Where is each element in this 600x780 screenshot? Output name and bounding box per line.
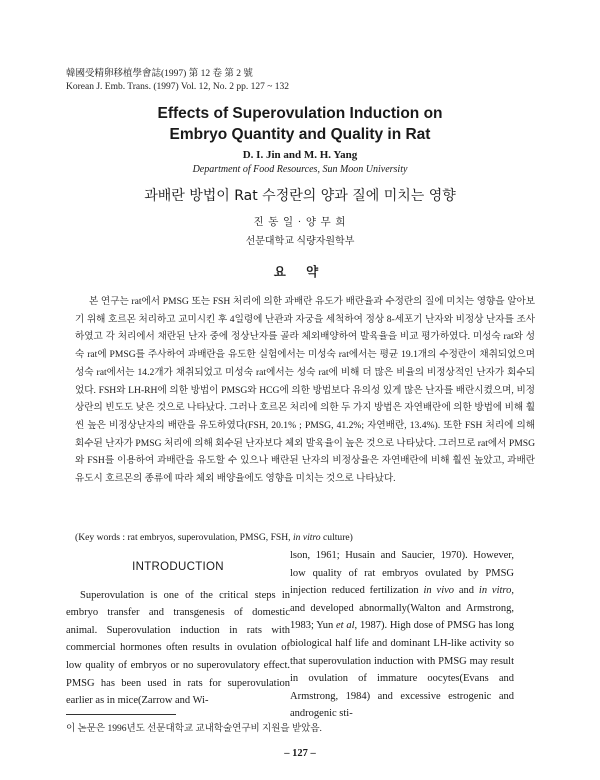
keywords — [75, 529, 535, 546]
intro-right-part2: and — [454, 585, 479, 597]
keywords-suffix: culture) — [320, 532, 353, 543]
intro-right-part3: , and developed abnormally(Walton and Armstrong, 1983; Yun — [290, 585, 514, 632]
korean-title: 과배란 방법이 Rat 수정란의 양과 질에 미치는 영향 — [144, 188, 456, 204]
korean-affiliation: 선문대학교 식량자원학부 — [245, 236, 355, 247]
intro-right-part4: , 1987). High dose of PMSG has long biological half life and dominant LH-like activity so that superovulation induction with PMSG may result in ovulation of immature oocytes(Evans and Armstrong, 1984) and excessive estrogenic and androgenic sti- — [290, 620, 514, 720]
page-number: – 127 – — [284, 748, 316, 759]
abstract-heading: 요 약 — [273, 264, 327, 279]
intro-right-italic3: et al — [336, 620, 355, 632]
right-column — [290, 547, 514, 723]
english-affiliation: Department of Food Resources, Sun Moon University — [192, 164, 408, 175]
introduction-left-text: Superovulation is one of the critical steps in embryo transfer and transgenesis of domestic animal. Superovulation induction in rats with commercial hormones often results in ovulation of low quality of embryos or no superovulatory effect. PMSG has been used in rats for superovulation earlier as in mice(Zarrow and Wi- — [66, 589, 290, 707]
footnote: 이 논문은 1996년도 선문대학교 교내학술연구비 지원을 받았음. — [66, 724, 322, 734]
abstract-body: 본 연구는 rat에서 PMSG 또는 FSH 처리에 의한 과배란 유도가 배란율과 수정란의 질에 미치는 영향을 알아보기 위해 호르몬 처리하고 교미시킨 후 4일령에 난관과 자궁을 세척하여 정상 8-세포기 난자와 비정상 난자를 조사하였고 각 처리에서 채란된 난자 중에 정상난자를 골라 체외배양하여 발육율을 비교 평가하였다. 미성숙 rat와 성숙 rat에 PMSG를 주사하여 과배란을 유도한 실험에서는 미성숙 rat에서는 평균 19.1개의 수정란이 채취되었으며 성숙 rat에서는 14.2개가 채취되었고 미성숙 rat에서는 성숙 rat에 비해 더 많은 비율의 비정상적인 난자가 회수되었다. FSH와 LH-RH에 의한 방법이 PMSG와 HCG에 의한 방법보다 유의성 있게 많은 난자를 배란시켰으며, 비정상란의 빈도도 낮은 것으로 나타났다. 그러나 호르몬 처리에 의한 두 가지 방법은 자연배란에 의한 방법에 비해 훨씬 높은 비정상난자의 배란을 유도하였다(FSH, 20.1% ; PMSG, 41.2%; 자연배란, 13.4%). 또한 FSH 처리에 의해 회수된 난자가 PMSG 처리에 의해 회수된 난자보다 체외 발육율이 높은 것으로 나타났다. 그러므로 rat에서 PMSG와 FSH를 이용하여 과배란을 유도할 수 있으나 배란된 난자의 비정상율은 자연배란에 비해 훨씬 높았고, 과배란 유도시 호르몬의 종류에 따라 체외 배양율에도 영향을 미치는 것으로 나타났다. — [75, 296, 535, 485]
left-column — [66, 547, 290, 710]
journal-citation-korean: 韓國受精卵移植學會誌(1997) 第 12 卷 第 2 號 — [66, 69, 253, 79]
english-authors: D. I. Jin and M. H. Yang — [242, 149, 358, 161]
intro-right-part1: lson, 1961; Husain and Saucier, 1970). However, low quality of rat embryos ovulated by PMSG injection reduced fertilization — [290, 550, 514, 597]
keywords-prefix: (Key words : rat embryos, superovulation, PMSG, FSH, — [75, 532, 293, 543]
keywords-italic: in vitro — [292, 532, 321, 543]
footnote-divider — [66, 714, 176, 715]
introduction-heading: INTRODUCTION — [132, 561, 224, 573]
english-title-block — [0, 103, 600, 175]
english-title-line1: Effects of Superovulation Induction on — [157, 105, 443, 122]
introduction-right-text — [290, 547, 514, 723]
korean-authors: 진 동 일 · 양 무 희 — [253, 217, 347, 228]
intro-right-italic2: in vitro — [478, 585, 512, 597]
english-title-line2: Embryo Quantity and Quality in Rat — [169, 126, 431, 143]
intro-right-italic1: in vivo — [423, 585, 455, 597]
journal-header — [66, 68, 289, 94]
journal-citation-english: Korean J. Emb. Trans. (1997) Vol. 12, No. 2 pp. 127 ~ 132 — [66, 82, 290, 92]
